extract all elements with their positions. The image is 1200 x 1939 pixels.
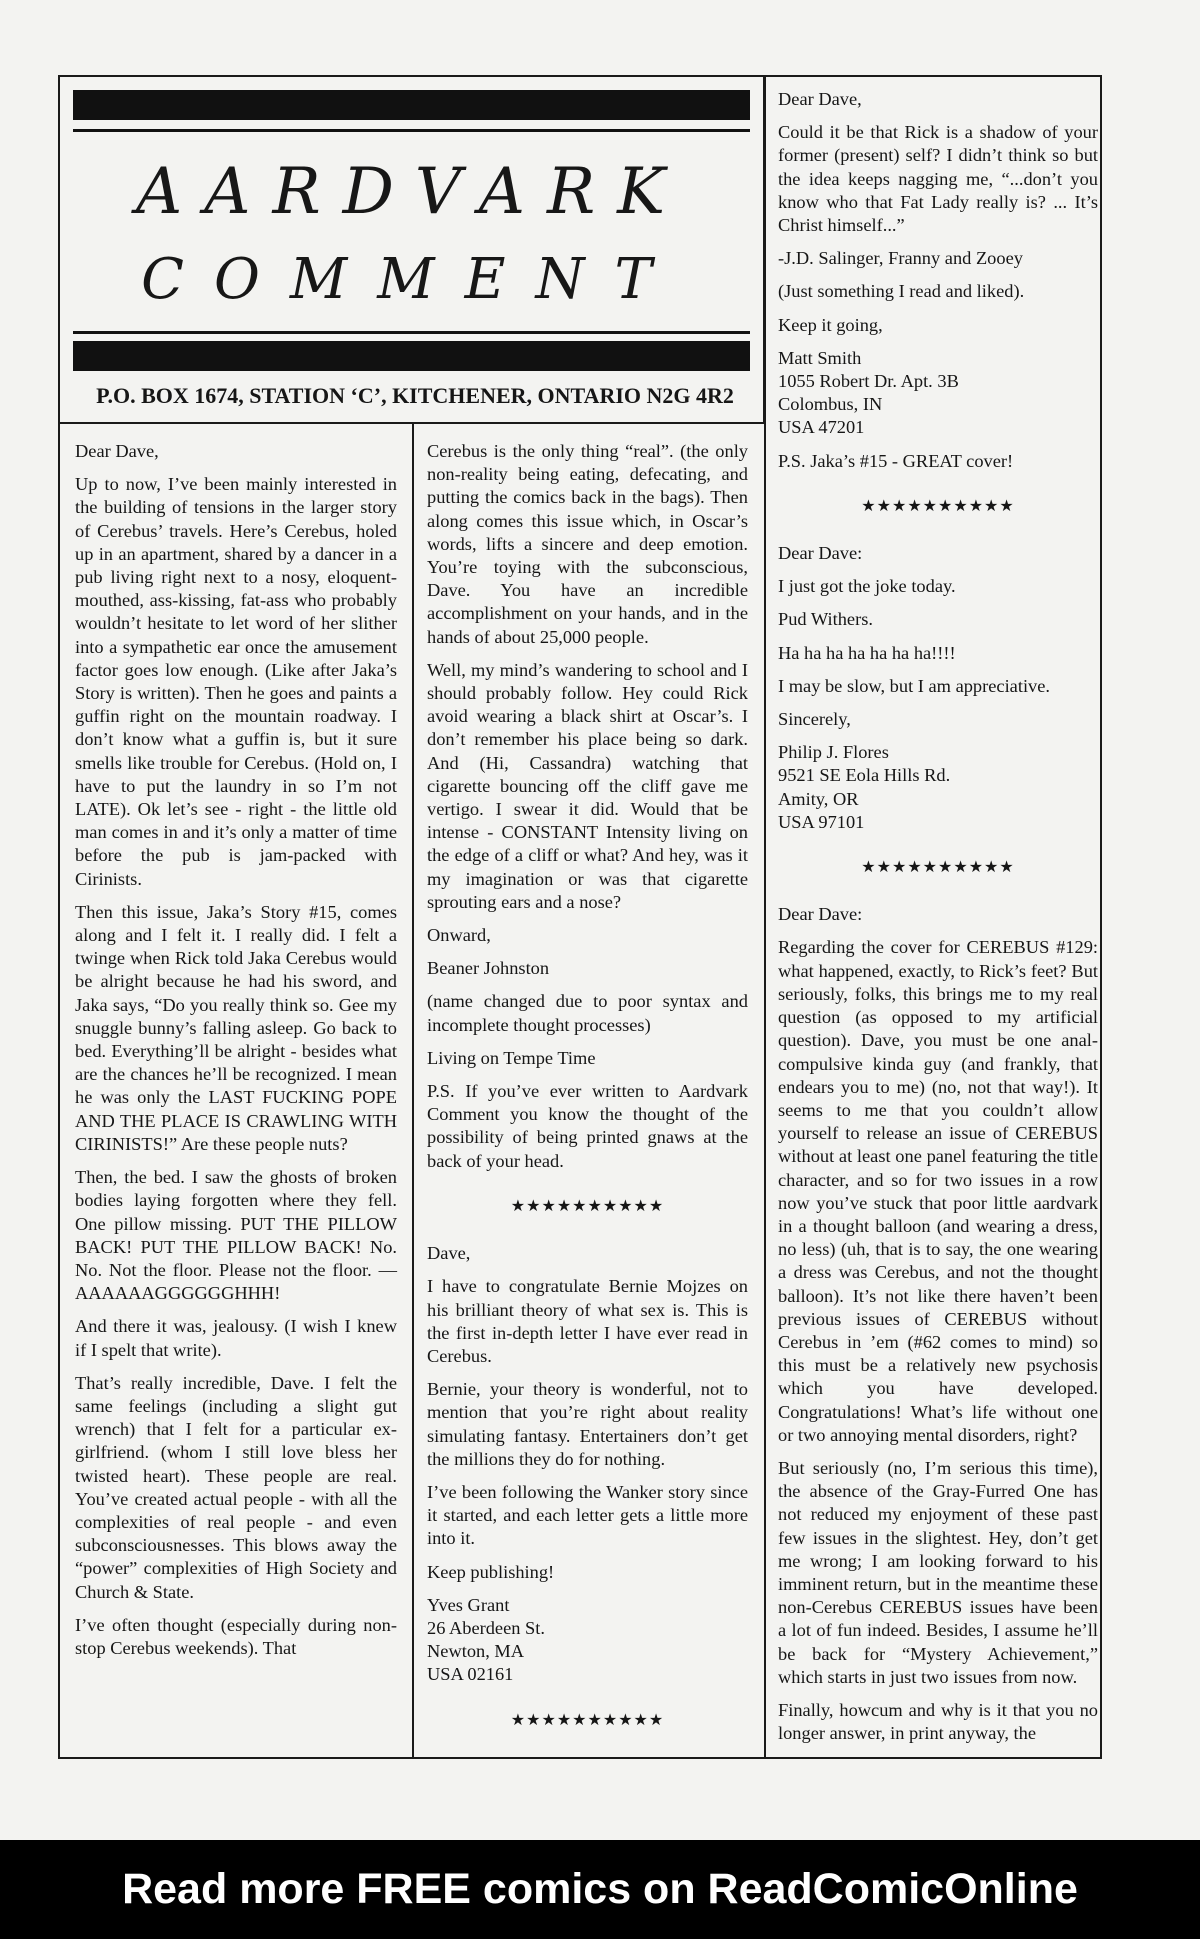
signature-address-line: Amity, OR: [778, 788, 859, 809]
column-divider-1: [412, 424, 414, 1759]
letter-separator: ★★★★★★★★★★: [510, 1197, 665, 1215]
letter-salutation: Dear Dave,: [75, 441, 159, 461]
letter-paragraph: Finally, howcum and why is it that you no longer answer, in print anyway, the: [778, 1699, 1098, 1744]
letter-separator: ★★★★★★★★★★: [510, 1711, 665, 1729]
signature-address-line: 1055 Robert Dr. Apt. 3B: [778, 371, 959, 392]
letter-paragraph: Ha ha ha ha ha ha ha!!!!: [778, 642, 956, 663]
letter-salutation: Dear Dave,: [778, 89, 862, 109]
letter-paragraph: Could it be that Rick is a shadow of your former (present) self? I didn’t think so but the idea keeps nagging me, “...don’t you know who that Fat Lady really is? ... It’s Christ himself...”: [778, 122, 1098, 236]
letter-signature-block: [778, 741, 1098, 834]
letter-separator: ★★★★★★★★★★: [861, 859, 1015, 877]
letters-column-3: [778, 88, 1098, 1755]
letter-beaner-johnston-part2: [427, 440, 748, 1756]
letter-paragraph: (Just something I read and liked).: [778, 281, 1025, 302]
column-divider-2: [764, 75, 766, 1759]
signature-address-line: Colombus, IN: [778, 394, 883, 415]
letter-postscript: P.S. If you’ve ever written to Aardvark Comment you know the thought of the possibility of being printed gnaws at the back of your head.: [427, 1081, 748, 1171]
letter-closing: Onward,: [427, 925, 491, 946]
masthead: [58, 75, 765, 424]
letter-cover-question: [778, 903, 1098, 1745]
signature-address-line: 9521 SE Eola Hills Rd.: [778, 765, 951, 786]
letter-paragraph: And there it was, jealousy. (I wish I knew if I spelt that write).: [75, 1316, 397, 1360]
letter-yves-grant: [427, 1242, 748, 1686]
letter-paragraph: I’ve been following the Wanker story since it started, and each letter gets a little more into it.: [427, 1481, 748, 1549]
masthead-title-aardvark: AARDVARK: [136, 155, 687, 229]
masthead-rule-bottom: [73, 331, 750, 334]
letter-beaner-johnston-part1: [75, 440, 397, 1670]
letter-paragraph: That’s really incredible, Dave. I felt the same feelings (including a slight gut wrench) that I felt for a particular ex-girlfriend. (whom I still love bless her twisted heart). These people are real. You’ve created actual people - with all the complexities of real people - and even subconsciousnesses. This blows away the “power” complexities of High Society and Church & State.: [75, 1372, 397, 1602]
letter-postscript: P.S. Jaka’s #15 - GREAT cover!: [778, 450, 1014, 471]
letter-paragraph: Up to now, I’ve been mainly interested in the building of tensions in the larger story of Cerebus’ travels. Here’s Cerebus, holed up in an apartment, shared by a dancer in a pub living right next to a nosy, eloquent-mouthed, ass-kissing, fat-ass who probably wouldn’t hesitate to let word of her slither into a sympathetic ear once the amusement factor goes low enough. (Like after Jaka’s Story is written). Then he goes and paints a guffin right on the mountain roadway. I don’t know what a guffin is, but it sure smells like trouble for Cerebus. (Hold on, I have to put the laundry in so I’m not LATE). Ok let’s see - right - the little old man comes in and it’s only a matter of time before the pub is jam-packed with Cirinists.: [75, 474, 397, 889]
letter-philip-flores: [778, 542, 1098, 834]
letter-paragraph: Pud Withers.: [778, 609, 873, 630]
letter-paragraph: Well, my mind’s wandering to school and I should probably follow. Hey could Rick avoid wearing a black shirt at Oscar’s. I don’t remember his place being so dark. And (Hi, Cassandra) watching that cigarette bouncing off the cliff gave me vertigo. I swear it did. Would that be intense - CONSTANT Intensity living on the edge of a cliff or what? And hey, was it my imagination or was that cigarette sprouting ears and a nose?: [427, 659, 748, 912]
letter-signature: Beaner Johnston: [427, 958, 550, 979]
masthead-bar-top: [73, 90, 750, 120]
masthead-bar-bottom: [73, 341, 750, 371]
letter-signature-block: [778, 347, 1098, 440]
signature-address-line: USA 97101: [778, 811, 865, 832]
letter-quote-attribution: -J.D. Salinger, Franny and Zooey: [778, 248, 1023, 269]
letter-signature-block: [427, 1594, 748, 1687]
letter-paragraph: I may be slow, but I am appreciative.: [778, 675, 1051, 696]
letter-paragraph: I have to congratulate Bernie Mojzes on his brilliant theory of what sex is. This is the first in-depth letter I have ever read in Cerebus.: [427, 1276, 748, 1366]
letter-closing: Keep publishing!: [427, 1561, 555, 1582]
letter-separator: ★★★★★★★★★★: [861, 497, 1015, 515]
signature-address-line: USA 47201: [778, 417, 865, 438]
mailing-address: P.O. BOX 1674, STATION ‘C’, KITCHENER, ONTARIO N2G 4R2: [96, 383, 734, 408]
signature-name: Matt Smith: [778, 347, 862, 368]
letter-paragraph: But seriously (no, I’m serious this time), the absence of the Gray-Furred One has not reduced my enjoyment of these past few issues in the slightest. Hey, don’t get me wrong; I am looking forward to his imminent return, but in the meantime these non-Cerebus CEREBUS issues have been a lot of fun indeed. Besides, I assume he’ll be back for “Mystery Achievement,” which starts in just two issues from now.: [778, 1457, 1098, 1687]
letter-matt-smith: [778, 88, 1098, 473]
promo-banner[interactable]: Read more FREE comics on ReadComicOnline: [0, 1840, 1200, 1939]
signature-address-line: 26 Aberdeen St.: [427, 1617, 545, 1638]
letter-closing: Keep it going,: [778, 314, 883, 335]
letter-salutation: Dave,: [427, 1243, 471, 1264]
masthead-rule-top: [73, 129, 750, 132]
letter-paragraph: I just got the joke today.: [778, 576, 956, 597]
letter-closing: Sincerely,: [778, 709, 851, 730]
letter-salutation: Dear Dave:: [778, 543, 863, 564]
letter-paragraph: Then, the bed. I saw the ghosts of broken bodies laying forgotten where they fell. One pillow missing. PUT THE PILLOW BACK! PUT THE PILLOW BACK! No. No. Not the floor. Please not the floor. — AAAAAAGGGGGGHHH!: [75, 1167, 397, 1304]
letter-paragraph: I’ve often thought (especially during non-stop Cerebus weekends). That: [75, 1614, 397, 1658]
signature-address-line: USA 02161: [427, 1664, 514, 1685]
letter-paragraph: Regarding the cover for CEREBUS #129: what happened, exactly, to Rick’s feet? But seriously, folks, this brings me to my real question (as opposed to my artificial question). Dave, you must be one anal-compulsive kinda guy (and frankly, that endears you to me) (no, not that way!). It seems to me that you couldn’t allow yourself to release an issue of CEREBUS without at least one panel featuring the title character, and so for two issues in a row now you’ve stuck that poor little aardvark in a thought balloon (and wearing a dress, no less) (uh, that is to say, the one wearing a dress was Cerebus, and not the thought balloon). It’s not like there haven’t been previous issues of CEREBUS without Cerebus in ’em (#62 comes to mind) so this must be a relatively new psychosis which you have developed. Congratulations! What’s life without one or two annoying mental disorders, right?: [778, 937, 1098, 1445]
letter-note: (name changed due to poor syntax and incomplete thought processes): [427, 991, 748, 1035]
masthead-title-comment: COMMENT: [141, 247, 682, 312]
letter-note: Living on Tempe Time: [427, 1047, 596, 1068]
letter-paragraph: Bernie, your theory is wonderful, not to mention that you’re right about reality simulating fantasy. Entertainers don’t get the millions they do for nothing.: [427, 1379, 748, 1469]
signature-name: Yves Grant: [427, 1594, 510, 1615]
signature-name: Philip J. Flores: [778, 742, 889, 763]
letter-salutation: Dear Dave:: [778, 904, 863, 925]
letter-paragraph: Then this issue, Jaka’s Story #15, comes along and I felt it. I really did. I felt a twinge when Rick told Jaka Cerebus would be alright because he had his sword, and Jaka says, “Do you really think so. Gee my snuggle bunny’s falling asleep. Go back to bed. Everything’ll be alright - besides what are the chances he’ll be recognized. I mean he was only the LAST FUCKING POPE AND THE PLACE IS CRAWLING WITH CIRINISTS!” Are these people nuts?: [75, 901, 397, 1154]
letter-paragraph: Cerebus is the only thing “real”. (the only non-reality being eating, defecating, and putting the comics back in the bags). Then along comes this issue which, in Oscar’s words, lifts a sincere and deep emotion. You’re toying with the subconscious, Dave. You have an incredible accomplishment on your hands, and in the hands of about 25,000 people.: [427, 441, 748, 647]
signature-address-line: Newton, MA: [427, 1641, 525, 1662]
